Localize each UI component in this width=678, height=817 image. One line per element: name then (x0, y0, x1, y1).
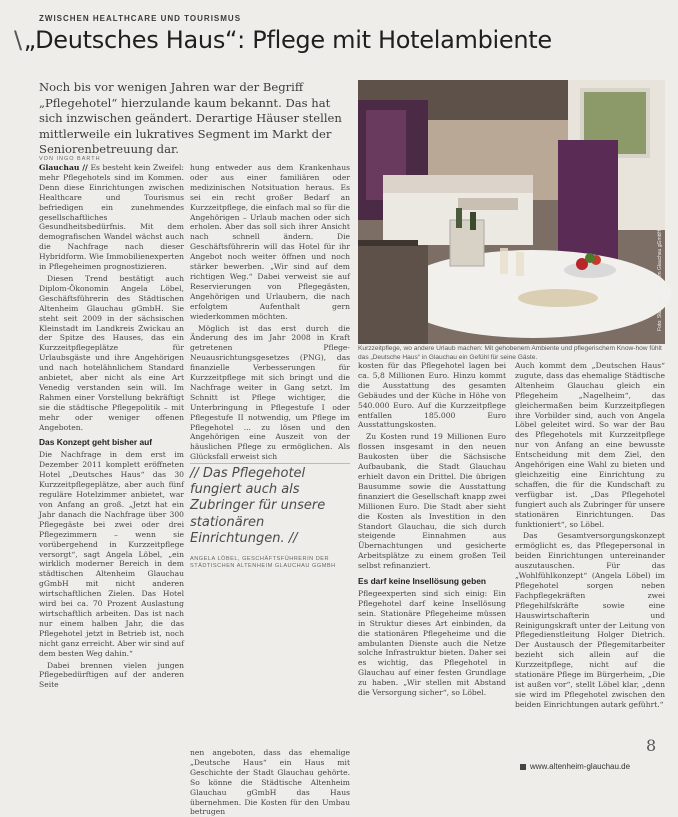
paragraph: nen angeboten, dass das ehemalige „Deutsche Haus“ ein Haus mit Geschichte der Stadt Glauchau gehörte. So könne die Städtische Altenheim Glauchau gGmbH das Haus übernehmen. Die Kosten für den Umbau betrugen (190, 748, 350, 817)
paragraph: Das Gesamtversorgungskonzept ermöglicht es, das Pflegepersonal in beiden Einrichtungen untereinander auszutauschen. Für das „Wohlfühlkonzept“ (Angela Löbel) im Pflegehotel sorgen neben Fachpflegekräften zwei Pflegehilfskräfte sowie eine Hauswirtschafterin und Reinigungskraft unter der Leitung von Pflegedienstleitung Holger Dietrich. Der Austausch der Pflegemitarbeiter bezieht sich allein auf die Kurzzeitpflege, nicht auf die stationäre Pflege im Bürgerheim, „Die ist außen vor“, stellt Löbel klar, „denn sie wird im Pflegehotel zwischen den beiden Einrichtungen autark geführt.“ (515, 531, 665, 709)
divider (190, 463, 350, 464)
subheading: Es darf keine Insellösung geben (358, 576, 486, 587)
paragraph: Zu Kosten rund 19 Millionen Euro flossen insgesamt in den neuen Baukosten über die Sächsische Aufbaubank, die Stadt Glauchau erhielt davon ein Drittel. Die übrigen Bausumme sowie die Ausstattung finanziert die Gesellschaft knapp zwei Millionen Euro. Die Stadt aber sieht die Kosten als Investition in den Standort Glauchau, die sich durch steigende Einnahmen aus Übernachtungen und gesicherte Arbeitsplätze zu einem großen Teil selbst refinanziert. (358, 432, 506, 571)
lead-paragraph: Noch bis vor wenigen Jahren war der Begriff „Pflegehotel“ hierzulande kaum bekannt. Das hat sich inzwischen geändert. Derartige Häuser stellen mittlerweile ein lukratives Segment im Markt der Seniorenbetreuung dar. (39, 80, 342, 157)
dateline: Glauchau // (39, 163, 88, 172)
paragraph: Die Nachfrage in dem erst im Dezember 2011 komplett eröffneten Hotel „Deutsches Haus“ das 30 Kurzzeitpflegeplätze, aber auch fünf reguläre Hotelzimmer anbietet, war von Anfang an groß. „Jetzt hat ein Jahr danach die Nachfrage über 300 Pflegegäste bei zwei oder drei Pflegezimmern – wenn sie vorübergehend in Kurzzeitpflege versorgt“, sagt Angela Löbel, „ein wirklich moderner Bereich in dem städtischen Altenheim Glauchau gGmbH mit nicht anderen wirtschaftlichen Zielen. Das Hotel wird bei ca. 70 Prozent Auslastung wirtschaftlich arbeiten. Das ist nach nur einem halben Jahr, die das Pflegehotel jetzt in Betrieb ist, noch nicht ganz erreicht. Aber wir sind auf dem besten Weg dahin.“ (39, 450, 184, 658)
paragraph: Diesen Trend bestätigt auch Diplom-Ökonomin Angela Löbel, Geschäftsführerin des Städtischen Altenheim Glauchau gGmbH. Sie steht seit 2009 in der sächsischen Kleinstadt im Landkreis Zwickau an der Spitze des Hauses, das ein Kurzzeitpflegeplätze für Urlaubsgäste und ihre Angehörigen und nach hotelähnlichem Standard anbietet, aber nicht als eine Art Venedig verstanden sein will. Im Rahmen einer Vorstellung bekräftigt sie die städtische Pflegepolitik – mit mehr oder weniger offenen Angeboten. (39, 273, 184, 432)
hotel-room-photo (358, 80, 665, 344)
article-column-2 (190, 163, 350, 463)
headline (14, 26, 552, 54)
website-link[interactable] (520, 762, 630, 771)
paragraph: Pflegeexperten sind sich einig: Ein Pflegehotel darf keine Insellösung sein. Stationäre Pflegeheime müssen in Struktur dieses Art einbinden, da die stationären Pflegeheime und die ambulanten Dienste auch die Netze solche Infrastruktur bieten. Daher sei es wichtig, das Pflegehotel in Glauchau auf einer festen Grundlage zu haben. „Wir stellen mit Abstand die Versorgung sicher“, so Löbel. (358, 589, 506, 698)
article-column-1 (39, 163, 184, 784)
paragraph: Auch kommt dem „Deutschen Haus“ zugute, dass das ehemalige Städtische Altenheim Glauchau gleich ein Pflegeheim „Nagelheim“, das gleichermaßen beim Kurzzeitpflegen ihre Vorbilder sind, auch von Angela Löbel geleitet wird. So war der Bau des Pflegehotels mit Kurzzeitpflege nur von Anfang an eine bewusste Entscheidung mit dem Ziel, den Angehörigen eine Wahl zu bieten und gleichzeitig eine Einrichtung zu schaffen, die für die Kundschaft zu verfügbar ist. „Das Pflegehotel fungiert auch als Zubringer für unsere stationären Einrichtungen. Das funktioniert“, so Löbel. (515, 361, 665, 529)
pull-quote-text: // Das Pflegehotel fungiert auch als Zubringer für unsere stationären Einrichtungen. // (190, 466, 326, 546)
headline-mark: \ (14, 26, 22, 54)
signature-mark: 8 (646, 736, 657, 755)
kicker: ZWISCHEN HEALTHCARE UND TOURISMUS (39, 14, 242, 23)
paragraph: Dabei brennen vielen jungen Pflegebedürftigen auf der anderen Seite (39, 660, 184, 690)
photo-caption: Kurzzeitpflege, wo andere Urlaub machen: Mit gehobenem Ambiente und pflegerischem Know-how fühlt das „Deutsche Haus“ in Glauchau ein Gefühl für seine Gäste. (358, 345, 662, 361)
subheading: Das Konzept geht bisher auf (39, 437, 153, 448)
bullet-square-icon (520, 764, 526, 770)
photo-credit: Foto: Städtische Altenheim Glauchau gGmbH (657, 230, 663, 331)
headline-text: „Deutsches Haus“: Pflege mit Hotelambiente (23, 26, 552, 54)
pull-quote-source: ANGELA LÖBEL, GESCHÄFTSFÜHRERIN DER STÄDTISCHEN ALTENHEIM GLAUCHAU GGMBH (190, 556, 336, 570)
paragraph: kosten für das Pflegehotel lagen bei ca. 5,8 Millionen Euro. Hinzu kommt die Ausstattung des gesamten Gebäudes und der Küche in Höhe von 540.000 Euro. Auf die Kurzzeitpflege entfallen 185.000 Euro Ausstattungskosten. (358, 361, 506, 430)
paragraph: Möglich ist das erst durch die Änderung des im Jahr 2008 in Kraft getretenen Pflege-Neuausrichtungsgesetzes (PNG), das finanzielle Verbesserungen für Kurzzeitpflege mit sich bringt und die Nachfrage weiter in Gang setzt. Im Schnitt ist Pflege wichtiger, die Unterbringung in Pflegestufe I oder Pflegestufe II notwendig, um Pflege im Pflegehotel ... zu lösen und den Angehörigen eine Auszeit von der häuslichen Pflege zu ermöglichen. Als Glücksfall erweist sich (190, 323, 350, 462)
byline: VON INGO BARTH (39, 156, 101, 162)
paragraph: Glauchau // Es besteht kein Zweifel: mehr Pflegehotels sind im Kommen. Denn diese Einrichtungen zwischen Healthcare und Tourismus befriedigen ein zunehmendes gesellschaftliches Gesundheitsbedürfnis. Mit dem demografischen Wandel wächst auch die Nachfrage nach dieser Hybridform. Wie Immobilienexperten in Pflegeheimen prognostizieren. (39, 163, 184, 272)
article-column-3 (358, 361, 506, 784)
website-link-text: www.altenheim-glauchau.de (530, 762, 631, 771)
paragraph: hung entweder aus dem Krankenhaus oder aus einer familiären oder medizinischen Notsituation heraus. Es sei ein recht großer Bedarf an Kurzzeitpflege, die einfach mal so für die Angehörigen – Urlaub machen oder sich erholen. Aber das soll sich ihrer Ansicht nach schnell ändern. Die Geschäftsführerin will das Hotel für ihr Angebot noch weiter öffnen und noch stärker bewerben. „Wir sind auf dem richtigen Weg.“ Dabei verweist sie auf Reservierungen von Pflegegästen, Angehörigen und Urlaubern, die nach erfolgtem Aufenthalt gern wiederkommen möchten. (190, 163, 350, 321)
article-column-2-continued (190, 748, 350, 817)
hotel-room-illustration (358, 80, 665, 344)
pull-quote (190, 466, 352, 571)
article-column-4 (515, 361, 665, 751)
